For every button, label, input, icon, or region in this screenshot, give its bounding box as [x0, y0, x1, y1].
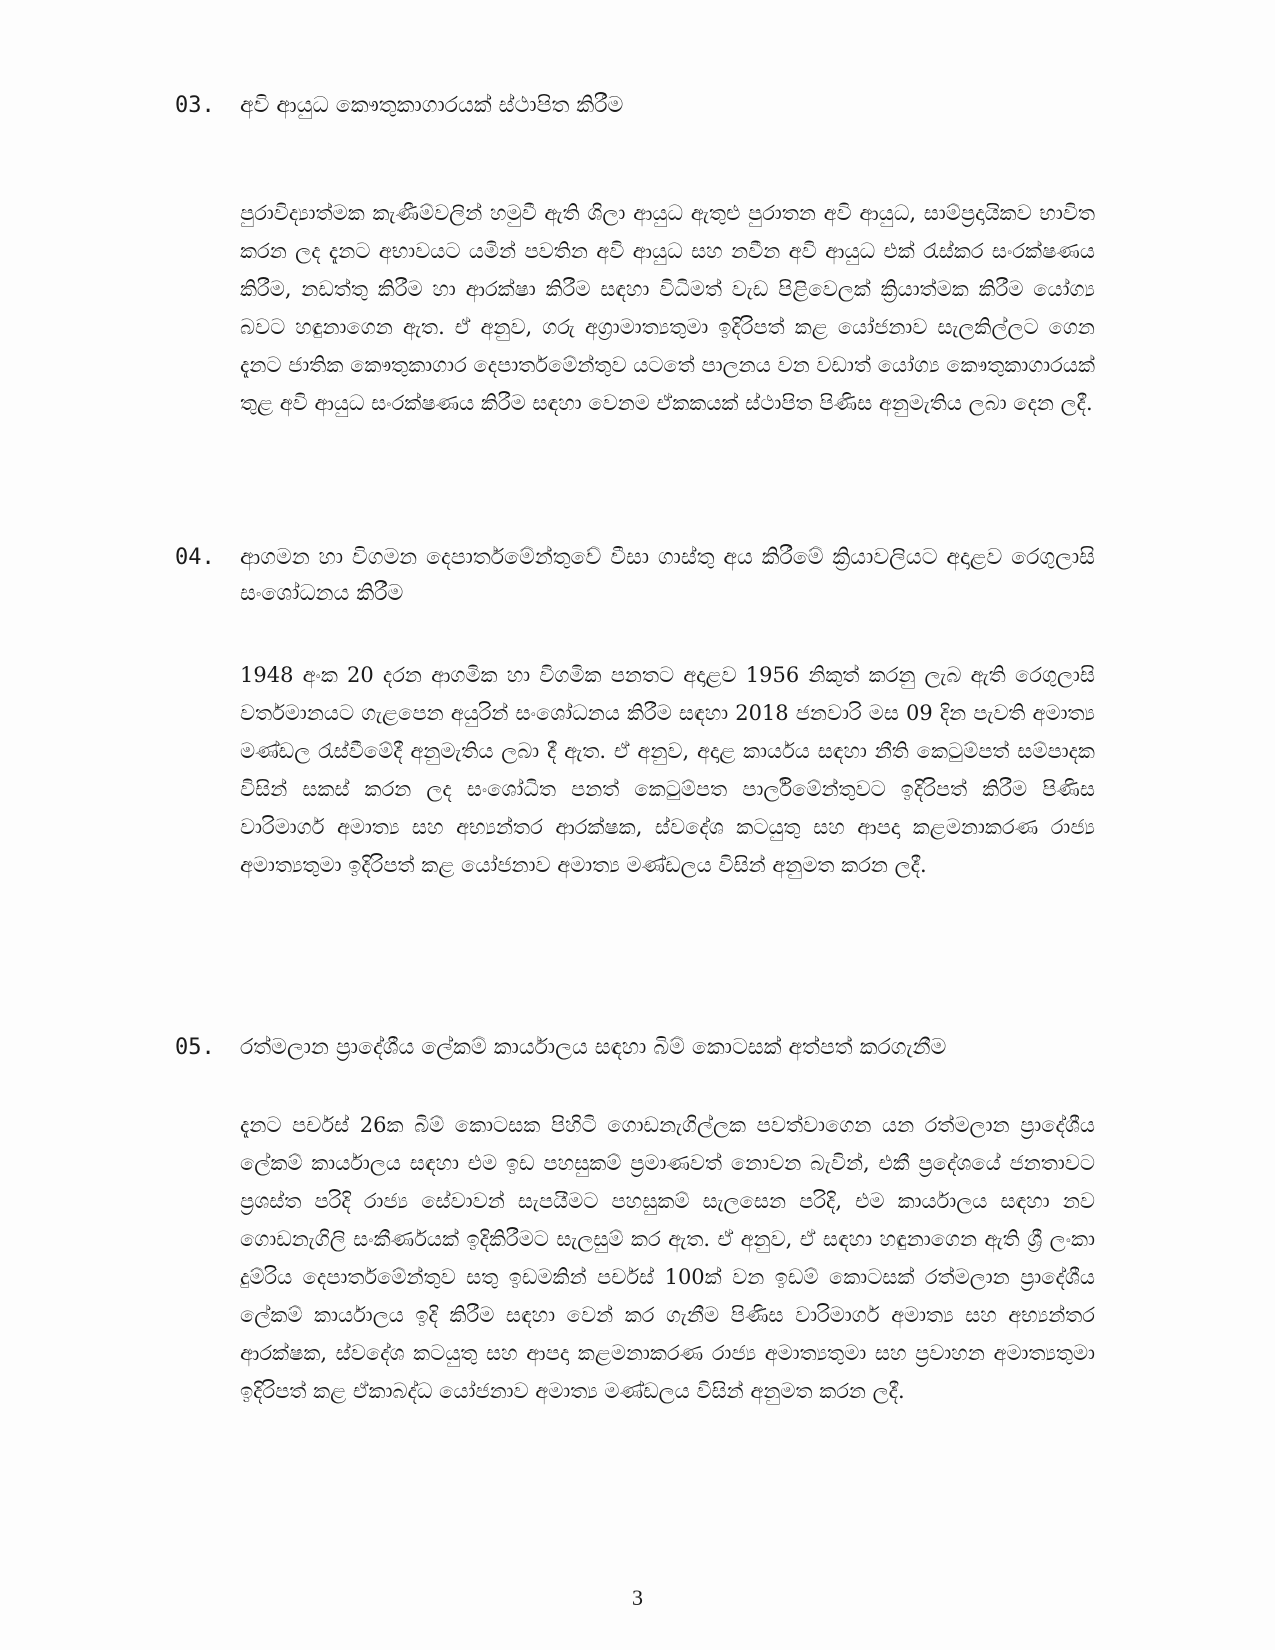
section-05 [175, 1030, 1095, 1410]
section-number: 03. [175, 93, 215, 118]
section-heading-row [175, 540, 1095, 612]
section-number: 04. [175, 545, 215, 570]
section-number: 05. [175, 1035, 215, 1060]
section-body: දැනට පර්චස් 26ක බිම් කොටසක පිහිටි ගොඩනැගිල්ලක පවත්වාගෙන යන රත්මලාන ප්‍රාදේශීය ලේකම් කාර්යාලය සඳහා එම ඉඩ පහසුකම් ප්‍රමාණවත් නොවන බැවින්, එකී ප්‍රදේශයේ ජනතාවට ප්‍රශස්ත පරිදි රාජ්‍ය සේවාවන් සැපයීමට පහසුකම් සැලසෙන පරිදි, එම කාර්යාලය සඳහා නව ගොඩනැගිලි සංකීර්ණයක් ඉදිකිරීමට සැලසුම් කර ඇත. ඒ අනුව, ඒ සඳහා හඳුනාගෙන ඇති ශ්‍රී ලංකා දුම්රිය දෙපාර්තමේන්තුව සතු ඉඩමකින් පර්චස් 100ක් වන ඉඩම් කොටසක් රත්මලාන ප්‍රාදේශීය ලේකම් කාර්යාලය ඉදි කිරීම සඳහා වෙන් කර ගැනීම පිණිස වාරිමාර්ග අමාත්‍ය සහ අභ්‍යන්තර ආරක්ෂක, ස්වදේශ කටයුතු සහ ආපදා කළමනාකරණ රාජ්‍ය අමාත්‍යතුමා සහ ප්‍රවාහන අමාත්‍යතුමා ඉදිරිපත් කළ ඒකාබද්ධ යෝජනාව අමාත්‍ය මණ්ඩලය විසින් අනුමත කරන ලදී. [240, 1113, 1095, 1403]
section-body: පුරාවිද්‍යාත්මක කැණීම්වලින් හමුවී ඇති ශිලා ආයුධ ඇතුළු පුරාතන අවි ආයුධ, සාම්ප්‍රදායිකව භාවිත කරන ලද දැනට අභාවයට යමින් පවතින අවි ආයුධ සහ නවීන අවි ආයුධ එක් රැස්කර සංරක්ෂණය කිරීම, නඩත්තු කිරීම හා ආරක්ෂා කිරීම සඳහා විධිමත් වැඩ පිළිවෙලක් ක්‍රියාත්මක කිරීම යෝග්‍ය බවට හඳුනාගෙන ඇත. ඒ අනුව, ගරු අග්‍රාමාත්‍යතුමා ඉදිරිපත් කළ යෝජනාව සැලකිල්ලට ගෙන දැනට ජාතික කෞතුකාගාර දෙපාර්තමේන්තුව යටතේ පාලනය වන වඩාත් යෝග්‍ය කෞතුකාගාරයක් තුළ අවි ආයුධ සංරක්ෂණය කිරීම සඳහා වෙනම ඒකකයක් ස්ථාපිත පිණිස අනුමැතිය ලබා දෙන ලදී. [240, 201, 1095, 415]
section-body: 1948 අංක 20 දරන ආගමික හා විගමික පනතට අදාළව 1956 නිකුත් කරනු ලැබ ඇති රෙගුලාසි වර්තමානයට ගැළපෙන අයුරින් සංශෝධනය කිරීම සඳහා 2018 ජනවාරි මස 09 දින පැවති අමාත්‍ය මණ්ඩල රැස්වීමේදී අනුමැතිය ලබා දී ඇත. ඒ අනුව, අදාළ කාර්යය සඳහා නීති කෙටුම්පත් සම්පාදක විසින් සකස් කරන ලද සංශෝධිත පනත් කෙටුම්පත පාර්ලිමේන්තුවට ඉදිරිපත් කිරීම පිණිස වාරිමාර්ග අමාත්‍ය සහ අභ්‍යන්තර ආරක්ෂක, ස්වදේශ කටයුතු සහ ආපදා කළමනාකරණ රාජ්‍ය අමාත්‍යතුමා ඉදිරිපත් කළ යෝජනාව අමාත්‍ය මණ්ඩලය විසින් අනුමත කරන ලදී. [240, 663, 1095, 877]
section-heading-row [175, 88, 1095, 124]
section-heading: අවි ආයුධ කෞතුකාගාරයක් ස්ථාපිත කිරීම [240, 93, 624, 118]
page-number: 3 [632, 1585, 643, 1610]
section-heading: රත්මලාන ප්‍රාදේශීය ලේකම් කාර්යාලය සඳහා බිම් කොටසක් අත්පත් කරගැනීම [240, 1035, 947, 1060]
section-heading-row [175, 1030, 1095, 1066]
section-04 [175, 540, 1095, 884]
section-03 [175, 88, 1095, 422]
section-heading: ආගමන හා විගමන දෙපාර්තමේන්තුවේ වීසා ගාස්තු අය කිරීමේ ක්‍රියාවලියට අදාළව රෙගුලාසි සංශෝධනය කිරීම [240, 545, 1095, 606]
